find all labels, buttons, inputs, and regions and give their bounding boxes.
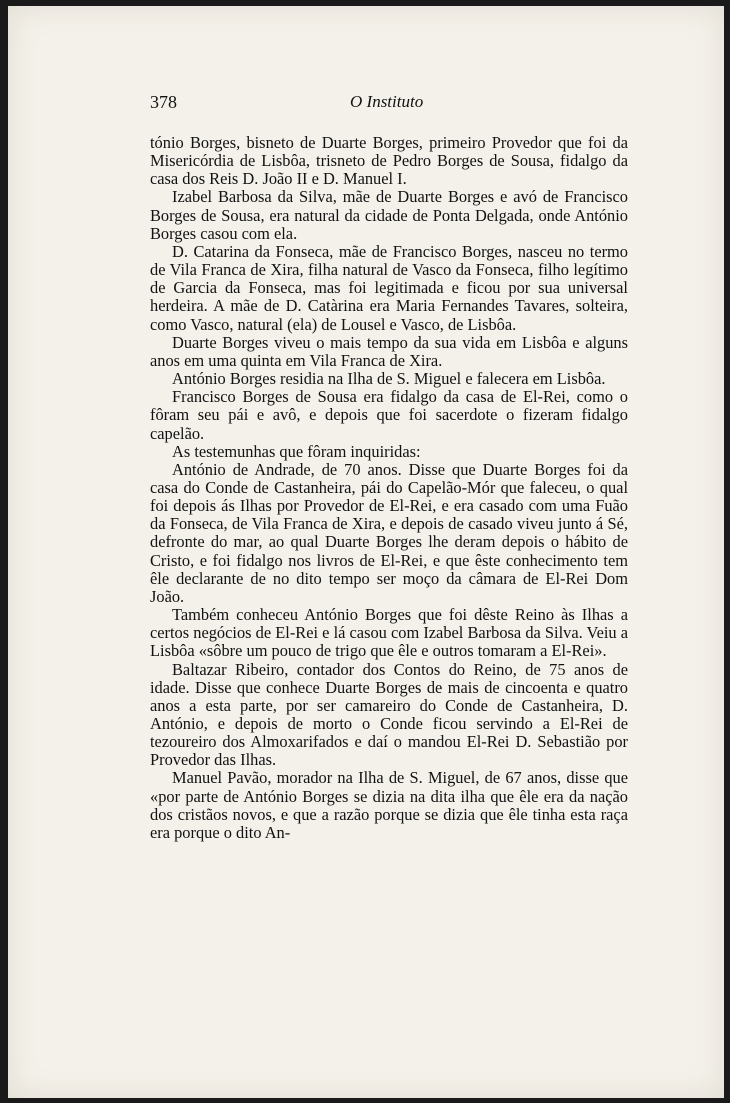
- book-page: [8, 6, 724, 1098]
- paragraph: António Borges residia na Ilha de S. Miguel e falecera em Lisbôa.: [172, 369, 606, 389]
- body-text: [150, 134, 628, 842]
- paragraph: Duarte Borges viveu o mais tempo da sua vida em Lisbôa e alguns anos em uma quinta em Vila Franca de Xira.: [150, 332, 628, 370]
- paragraph: Izabel Barbosa da Silva, mãe de Duarte Borges e avó de Francisco Borges de Sousa, era natural da cidade de Ponta Delgada, onde António Borges casou com ela.: [150, 187, 628, 243]
- running-header: [150, 92, 628, 116]
- journal-title: O Instituto: [350, 92, 424, 111]
- paragraph: António de Andrade, de 70 anos. Disse que Duarte Borges foi da casa do Conde de Castanheira, pái do Capelão-Mór que faleceu, o qual foi depois ás Ilhas por Provedor de El-Rei, e era casado com uma Fuão da Fonseca, de Vila Franca de Xira, e depois de casado viveu junto á Sé, defronte do mar, ao qual Duarte Borges lhe deram depois o hábito de Cristo, e foi fidalgo nos livros de El-Rei, e que êste conhecimento tem êle declarante de no dito tempo ser moço da câmara de El-Rei Dom João.: [150, 459, 628, 606]
- paragraph: Baltazar Ribeiro, contador dos Contos do Reino, de 75 anos de idade. Disse que conhece Duarte Borges de mais de cincoenta e quatro anos a esta parte, por ser camareiro do Conde de Castanheira, D. António, e depois de morto o Conde ficou servindo a El-Rei de tezoureiro dos Almoxarifados e daí o mandou El-Rei D. Sebastião por Provedor das Ilhas.: [150, 659, 628, 770]
- paragraph: D. Catarina da Fonseca, mãe de Francisco Borges, nasceu no termo de Vila Franca de Xira, filha natural de Vasco da Fonseca, filho legítimo de Garcia da Fonseca, mas foi legitimada e ficou por sua universal herdeira. A mãe de D. Catàrina era Maria Fernandes Tavares, solteira, como Vasco, natural (ela) de Lousel e Vasco, de Lisbôa.: [150, 241, 628, 334]
- paragraph: Também conheceu António Borges que foi dêste Reino às Ilhas a certos negócios de El-Rei e lá casou com Izabel Barbosa da Silva. Veiu a Lisbôa «sôbre um pouco de trigo que êle e outros tomaram a El-Rei».: [150, 605, 628, 661]
- paragraph-continuation: tónio Borges, bisneto de Duarte Borges, primeiro Provedor que foi da Misericórdia de Lisbôa, trisneto de Pedro Borges de Sousa, fidalgo da casa dos Reis D. João II e D. Manuel I.: [150, 133, 628, 189]
- page-number: 378: [150, 92, 177, 112]
- paragraph: Manuel Pavão, morador na Ilha de S. Miguel, de 67 anos, disse que «por parte de António Borges se dizia na dita ilha que êle era da nação dos cristãos novos, e que a razão porque se dizia que êle tinha esta raça era porque o dito An-: [150, 768, 628, 842]
- paragraph: As testemunhas que fôram inquiridas:: [172, 441, 421, 461]
- paragraph: Francisco Borges de Sousa era fidalgo da casa de El-Rei, como o fôram seu pái e avô, e depois que foi sacerdote o fizeram fidalgo capelão.: [150, 387, 628, 443]
